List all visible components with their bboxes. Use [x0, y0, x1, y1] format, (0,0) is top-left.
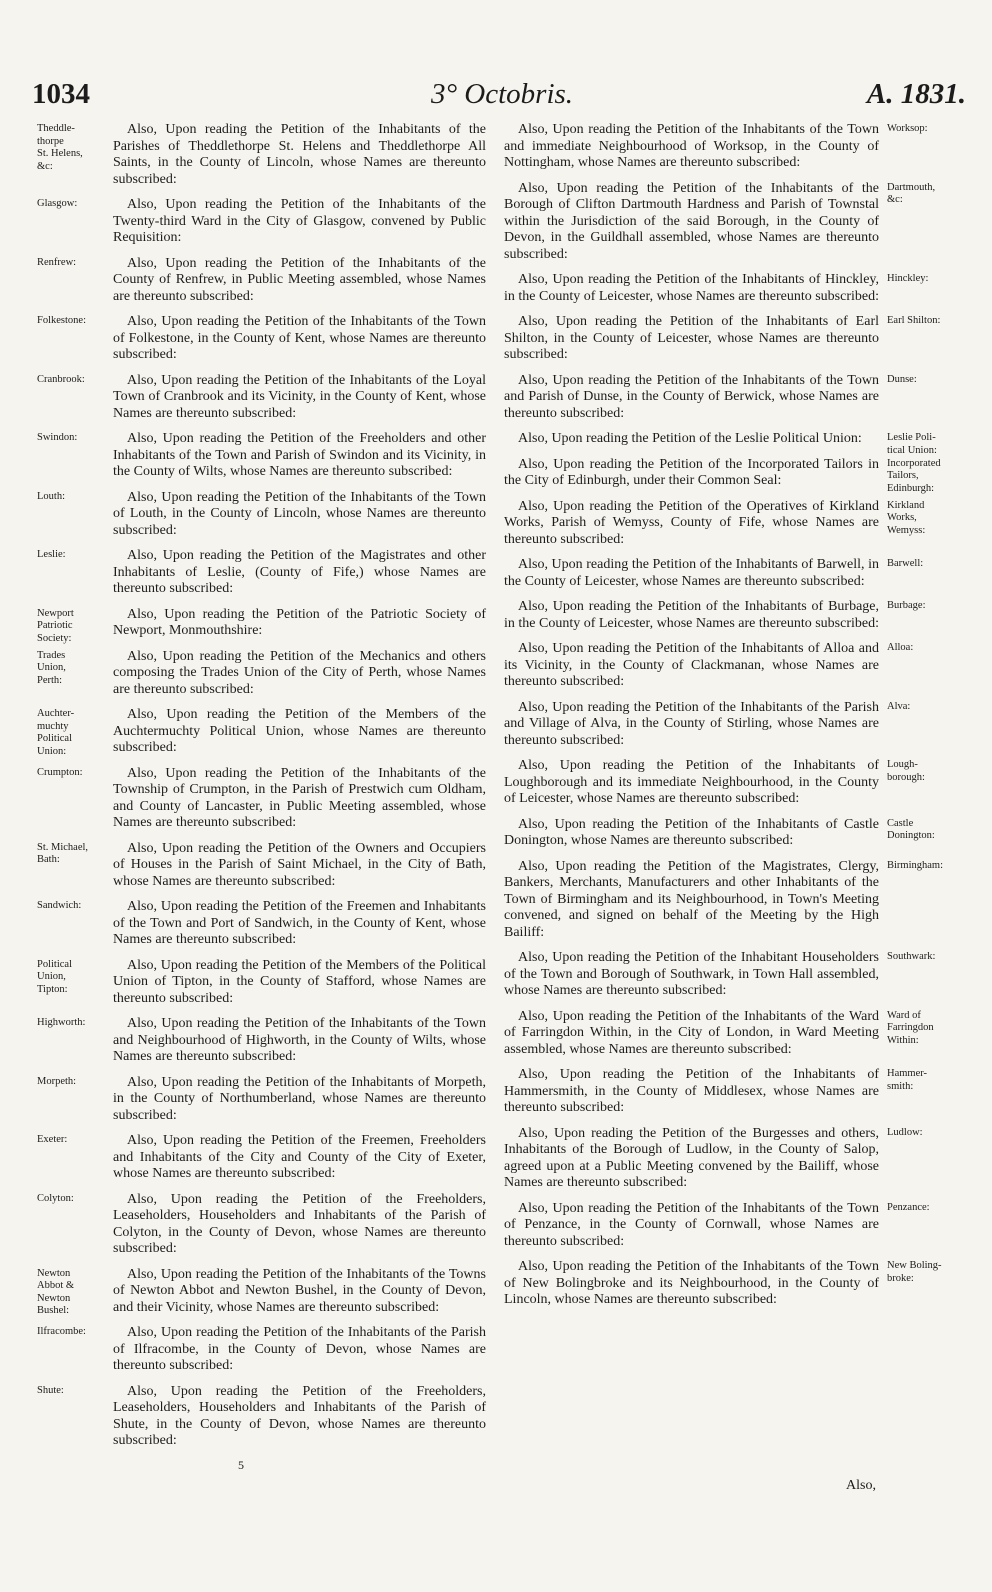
petition-text: Also, Upon reading the Petition of the Freeholders and other Inhabitants of the Town and Parish of Swindon and its Vicinity, in the County of Wilts, whose Names are thereunto subscribed: [113, 431, 486, 479]
margin-note: Glasgow: [37, 198, 78, 209]
petition-entry [504, 456, 941, 494]
petition-entry [37, 431, 488, 481]
petition-entry [504, 498, 926, 549]
petition-text: Also, Upon reading the Petition of the Leslie Political Union: [518, 431, 862, 446]
petition-entry [37, 648, 488, 699]
margin-note: Trades Union, Perth: [37, 649, 66, 686]
petition-entry [37, 957, 488, 1008]
signature-mark: 5 [238, 1458, 244, 1472]
petition-entry [504, 758, 925, 808]
margin-note: Leslie Poli- tical Union: [887, 432, 937, 456]
margin-note: Lough- borough: [887, 759, 925, 783]
margin-note: Penzance: [887, 1201, 930, 1213]
petition-entry [504, 950, 936, 1000]
petition-entry [504, 272, 929, 305]
margin-note: Highworth: [37, 1017, 86, 1028]
petition-entry [504, 180, 936, 264]
petition-entry [504, 372, 917, 423]
petition-text: Also, Upon reading the Petition of the Freemen and Inhabitants of the Town and Port of Sandwich, in the County of Kent, whose Names are thereunto subscribed: [113, 899, 486, 947]
petition-text: Also, Upon reading the Petition of the Magistrates and other Inhabitants of Leslie, (County of Fife,) whose Names are thereunto subscribed: [113, 548, 486, 596]
petition-text: Also, Upon reading the Petition of the Inhabitants of the Parishes of Theddlethorpe St. Helens and Theddlethorpe All Saints, in the County of Lincoln, whose Names are thereunto subscribed: [113, 122, 486, 187]
petition-text: Also, Upon reading the Petition of the Inhabitants of the Town and Neighbourhood of Highworth, in the County of Wilts, whose Names are thereunto subscribed: [113, 1016, 486, 1064]
petition-entry [504, 1067, 928, 1117]
margin-note: Cranbrook: [37, 373, 85, 385]
margin-note: Sandwich: [37, 900, 82, 911]
petition-text: Also, Upon reading the Petition of the Inhabitants of the Town and immediate Neighbourhood of Worksop, in the County of Nottingham, whose Names are thereunto subscribed: [504, 122, 879, 170]
petition-entry [37, 1191, 488, 1258]
petition-text: Also, Upon reading the Petition of the Inhabitants of the Parish of Ilfracombe, in the County of Devon, whose Names are thereunto subscribed: [113, 1325, 486, 1373]
petition-entry [504, 1008, 934, 1059]
margin-note: Incorporated Tailors, Edinburgh: [887, 457, 941, 494]
petition-entry [504, 557, 924, 590]
petition-entry [37, 1133, 488, 1183]
margin-note: Dunse: [887, 373, 917, 385]
page-date: 3° Octobris. [430, 78, 574, 110]
page-header [32, 78, 972, 112]
petition-text: Also, Upon reading the Petition of the Inhabitants of Morpeth, in the County of Northumberland, whose Names are thereunto subscribed: [113, 1074, 486, 1123]
margin-note: Swindon: [37, 432, 78, 443]
margin-note: Theddle- thorpe St. Helens, &c: [37, 123, 83, 172]
left-column [37, 122, 488, 1450]
margin-note: Exeter: [37, 1134, 68, 1145]
petition-text: Also, Upon reading the Petition of the Inhabitants of Castle Donington, whose Names are thereunto subscribed: [504, 816, 879, 848]
margin-note: Birmingham: [887, 859, 943, 871]
margin-note: Worksop: [887, 123, 928, 134]
petition-text: Also, Upon reading the Petition of the Inhabitants of the Towns of Newton Abbot and Newton Bushel, in the County of Devon, and their Vicinity, whose Names are thereunto subscribed: [113, 1266, 486, 1315]
petition-entry [37, 197, 488, 247]
margin-note: Hammer- smith: [887, 1068, 928, 1092]
petition-text: Also, Upon reading the Petition of the Members of the Auchtermuchty Political Union, whose Names are thereunto subscribed: [113, 707, 486, 755]
petition-text: Also, Upon reading the Petition of the Inhabitants of Alloa and its Vicinity, in the County of Clackmanan, whose Names are thereunto subscribed: [504, 641, 879, 689]
petition-text: Also, Upon reading the Petition of the Mechanics and others composing the Trades Union of the City of Perth, whose Names are thereunto subscribed: [113, 648, 486, 697]
margin-note: Burbage: [887, 600, 926, 611]
margin-note: Auchter- muchty Political Union: [37, 708, 75, 757]
petition-text: Also, Upon reading the Petition of the Inhabitants of the Loyal Town of Cranbrook and its Vicinity, in the County of Kent, whose Names are thereunto subscribed: [113, 372, 486, 421]
margin-note: Southwark: [887, 951, 936, 962]
margin-note: Barwell: [887, 558, 924, 569]
page-year: A. 1831. [866, 78, 966, 110]
petition-text: Also, Upon reading the Petition of the Freeholders, Leaseholders, Householders and Inhabitants of the Parish of Colyton, in the County of Devon, whose Names are thereunto subscribed: [113, 1191, 486, 1256]
petition-text: Also, Upon reading the Petition of the Freeholders, Leaseholders, Householders and Inhabitants of the Parish of Shute, in the County of Devon, whose Names are thereunto subscribed: [113, 1383, 486, 1448]
margin-note: Dartmouth, &c: [887, 181, 936, 205]
petition-text: Also, Upon reading the Petition of the Owners and Occupiers of Houses in the Parish of Saint Michael, in the City of Bath, whose Names are thereunto subscribed: [113, 840, 486, 889]
margin-note: Hinckley: [887, 273, 929, 284]
page-number: 1034 [32, 78, 90, 110]
petition-text: Also, Upon reading the Petition of the Inhabitants of Hammersmith, in the County of Middlesex, whose Names are thereunto subscribed: [504, 1067, 879, 1115]
petition-text: Also, Upon reading the Petition of the Inhabitants of the Twenty-third Ward in the City of Glasgow, convened by Public Requisition: [113, 197, 486, 245]
petition-text: Also, Upon reading the Petition of the Inhabitants of the Town of New Bolingbroke and its Neighbourhood, in the County of Lincoln, whose Names are thereunto subscribed: [504, 1259, 879, 1307]
petition-entry [504, 1259, 942, 1309]
petition-text: Also, Upon reading the Petition of the Operatives of Kirkland Works, Parish of Wemyss, County of Fife, whose Names are thereunto subscribed: [504, 498, 879, 547]
petition-entry [37, 1325, 488, 1375]
margin-note: Louth: [37, 490, 65, 502]
petition-text: Also, Upon reading the Petition of the Inhabitants of Loughborough and its immediate Neighbourhood, in the County of Leicester, whose Names are thereunto subscribed: [504, 758, 879, 806]
petition-text: Also, Upon reading the Petition of the Inhabitants of the Ward of Farringdon Within, in the City of London, in Ward Meeting assembled, whose Names are thereunto subscribed: [504, 1008, 879, 1057]
petition-text: Also, Upon reading the Petition of the Inhabitants of Barwell, in the County of Leicester, whose Names are thereunto subscribed: [504, 557, 879, 589]
petition-entry [37, 1016, 488, 1066]
petition-text: Also, Upon reading the Petition of the Inhabitants of the Town of Penzance, in the County of Cornwall, whose Names are thereunto subscribed: [504, 1200, 879, 1249]
margin-note: Ludlow: [887, 1126, 923, 1138]
margin-note: Morpeth: [37, 1075, 77, 1087]
petition-text: Also, Upon reading the Petition of the Burgesses and others, Inhabitants of the Borough of Ludlow, in the County of Salop, agreed upon at a Public Meeting convened by the Bailiff, whose Names are thereunto subscribed: [504, 1125, 879, 1190]
margin-note: Shute: [37, 1384, 64, 1396]
petition-entry [37, 1266, 488, 1317]
petition-text: Also, Upon reading the Petition of the Inhabitants of the County of Renfrew, in Public Meeting assembled, whose Names are thereunto subscribed: [113, 255, 486, 304]
petition-text: Also, Upon reading the Petition of the Inhabitants of Earl Shilton, in the County of Leicester, whose Names are thereunto subscribed: [504, 314, 879, 362]
margin-note: Newton Abbot & Newton Bushel: [37, 1267, 75, 1316]
petition-entry [37, 1074, 488, 1125]
margin-note: Leslie: [37, 549, 66, 560]
margin-note: Political Union, Tipton: [37, 958, 72, 995]
petition-entry [504, 1125, 923, 1192]
petition-text: Also, Upon reading the Petition of the Freemen, Freeholders and Inhabitants of the City and County of the City of Exeter, whose Names are thereunto subscribed: [113, 1133, 486, 1181]
petition-text: Also, Upon reading the Petition of the Inhabitants of the Township of Crumpton, in the Parish of Prestwich cum Oldham, and County of Lancaster, in Public Meeting assembled, whose Names are thereunto subscribed: [113, 765, 486, 830]
petition-text: Also, Upon reading the Petition of the Inhabitants of Burbage, in the County of Leicester, whose Names are thereunto subscribed: [504, 599, 879, 631]
petition-entry [504, 314, 941, 364]
margin-note: Earl Shilton: [887, 315, 941, 326]
margin-note: Ilfracombe: [37, 1326, 86, 1337]
petition-entry [37, 899, 488, 949]
petition-entry [37, 122, 488, 188]
petition-entry [37, 606, 488, 644]
margin-note: Colyton: [37, 1192, 74, 1204]
petition-entry [37, 548, 488, 598]
margin-note: Folkestone: [37, 315, 86, 326]
margin-note: Alva: [887, 700, 911, 712]
petition-entry [504, 858, 943, 942]
margin-note: Ward of Farringdon Within: [887, 1009, 934, 1046]
petition-text: Also, Upon reading the Petition of the Inhabitant Householders of the Town and Borough of Southwark, in Town Hall assembled, whose Names are thereunto subscribed: [504, 950, 879, 998]
petition-entry [504, 599, 926, 632]
margin-note: Castle Donington: [887, 817, 935, 841]
petition-text: Also, Upon reading the Petition of the Inhabitants of the Town of Louth, in the County of Lincoln, whose Names are thereunto subscribed: [113, 489, 486, 538]
margin-note: Renfrew: [37, 256, 77, 268]
petition-entry [504, 816, 935, 850]
petition-entry [504, 122, 928, 172]
petition-text: Also, Upon reading the Petition of the Inhabitants of the Parish and Village of Alva, in the County of Stirling, whose Names are thereunto subscribed: [504, 699, 879, 748]
petition-entry [37, 255, 488, 306]
petition-text: Also, Upon reading the Petition of the Inhabitants of the Town of Folkestone, in the County of Kent, whose Names are thereunto subscribed: [113, 314, 486, 362]
petition-entry [504, 699, 911, 750]
petition-entry [37, 765, 488, 832]
margin-note: Kirkland Works, Wemyss: [887, 499, 926, 536]
petition-text: Also, Upon reading the Petition of the Incorporated Tailors in the City of Edinburgh, under their Common Seal: [504, 456, 879, 488]
petition-text: Also, Upon reading the Petition of the Members of the Political Union of Tipton, in the County of Stafford, whose Names are thereunto subscribed: [113, 957, 486, 1006]
petition-entry [37, 707, 488, 757]
petition-entry [504, 431, 937, 456]
petition-entry [504, 641, 914, 691]
petition-text: Also, Upon reading the Petition of the Inhabitants of the Town and Parish of Dunse, in the County of Berwick, whose Names are thereunto subscribed: [504, 372, 879, 421]
petition-text: Also, Upon reading the Petition of the Magistrates, Clergy, Bankers, Merchants, Manufacturers and other Inhabitants of the Town of Birmingham and its Neighbourhood, in Town's Meeting convened, and signed on behalf of the Meeting by the High Bailiff: [504, 858, 879, 940]
margin-note: Alloa: [887, 642, 914, 653]
petition-entry [37, 840, 488, 891]
petition-text: Also, Upon reading the Petition of the Inhabitants of the Borough of Clifton Dartmouth Hardness and Parish of Townstal within the Jurisdiction of the said Borough, in the County of Devon, in the Guildhall assembled, whose Names are thereunto subscribed: [504, 180, 879, 262]
catchword: Also, [846, 1478, 876, 1493]
margin-note: New Boling- broke: [887, 1260, 942, 1284]
margin-note: St. Michael, Bath: [37, 841, 89, 865]
margin-note: Crumpton: [37, 766, 83, 778]
petition-text: Also, Upon reading the Petition of the Inhabitants of Hinckley, in the County of Leicester, whose Names are thereunto subscribed: [504, 272, 879, 304]
petition-text: Also, Upon reading the Petition of the Patriotic Society of Newport, Monmouthshire: [113, 606, 486, 638]
petition-entry [37, 314, 488, 364]
petition-entry [37, 489, 488, 540]
petition-entry [504, 1200, 930, 1251]
petition-entry [37, 372, 488, 423]
right-column [504, 122, 943, 1309]
margin-note: Newport Patriotic Society: [37, 607, 74, 644]
petition-entry [37, 1383, 488, 1450]
